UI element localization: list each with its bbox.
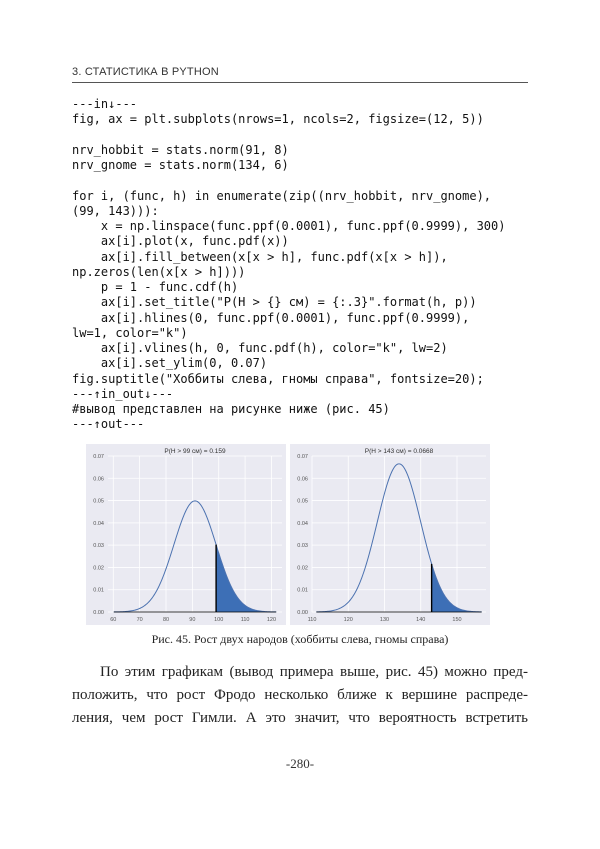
- x-tick-label: 110: [307, 617, 317, 623]
- x-tick-label: 70: [136, 617, 143, 623]
- y-tick-label: 0.06: [93, 476, 104, 483]
- plot-area: [312, 456, 486, 612]
- code-line: nrv_hobbit = stats.norm(91, 8): [72, 142, 289, 157]
- code-line: p = 1 - func.cdf(h): [72, 280, 239, 294]
- code-line: ---↑out---: [72, 417, 145, 432]
- figure-caption: Рис. 45. Рост двух народов (хоббиты слева, гномы справа): [151, 632, 449, 646]
- code-line: nrv_gnome = stats.norm(134, 6): [72, 158, 289, 172]
- x-tick-label: 150: [452, 617, 462, 623]
- code-line: fig.suptitle("Хоббиты слева, гномы справа", fontsize=20);: [72, 371, 484, 386]
- chart-title: P(H > 143 см) = 0.0668: [364, 448, 434, 455]
- chart-hobbits-svg: [86, 444, 286, 625]
- code-line: ax[i].plot(x, func.pdf(x)): [72, 234, 289, 249]
- y-tick-label: 0.03: [297, 543, 308, 550]
- y-tick-label: 0.07: [297, 454, 308, 460]
- y-tick-label: 0.06: [297, 476, 308, 483]
- code-line: (99, 143))):: [72, 203, 159, 218]
- code-line: ax[i].set_title("P(H > {} см) = {:.3}".format(h, p)): [72, 295, 477, 310]
- code-line: ax[i].hlines(0, func.ppf(0.0001), func.ppf(0.9999),: [72, 310, 470, 325]
- x-tick-label: 110: [240, 617, 250, 623]
- chart-hobbits: [86, 444, 286, 625]
- y-tick-label: 0.03: [93, 543, 104, 550]
- x-tick-label: 130: [379, 617, 390, 623]
- running-header: 3. СТАТИСТИКА В PYTHON: [72, 66, 219, 78]
- y-tick-label: 0.05: [297, 498, 308, 505]
- code-line: ---in↓---: [72, 97, 138, 111]
- y-tick-label: 0.00: [93, 610, 104, 616]
- paragraph-line: По этим графикам (вывод примера выше, рис. 45) можно пред-: [100, 664, 528, 680]
- plot-area: [108, 456, 282, 612]
- y-tick-label: 0.01: [93, 587, 104, 594]
- y-tick-label: 0.04: [93, 520, 104, 527]
- x-tick-label: 60: [110, 617, 117, 623]
- x-tick-label: 140: [416, 617, 426, 623]
- y-tick-label: 0.05: [93, 498, 104, 505]
- code-line: [72, 128, 532, 143]
- code-line: for i, (func, h) in enumerate(zip((nrv_hobbit, nrv_gnome),: [72, 188, 492, 203]
- code-line: np.zeros(len(x[x > h]))): [72, 264, 246, 279]
- chart-title: P(H > 99 см) = 0.159: [164, 448, 226, 455]
- code-line: [72, 173, 532, 188]
- y-tick-label: 0.04: [297, 520, 308, 527]
- y-tick-label: 0.00: [297, 610, 308, 616]
- x-tick-label: 100: [214, 617, 224, 623]
- code-line: #вывод представлен на рисунке ниже (рис. 45): [72, 402, 390, 416]
- x-tick-label: 90: [189, 617, 196, 623]
- code-block: [72, 97, 532, 433]
- x-tick-label: 80: [162, 617, 170, 623]
- paragraph-line: ления, чем рост Гимли. А это значит, что вероятность встретить: [72, 710, 528, 726]
- code-line: fig, ax = plt.subplots(nrows=1, ncols=2, figsize=(12, 5)): [72, 112, 484, 127]
- y-tick-label: 0.07: [93, 454, 104, 460]
- x-tick-label: 120: [266, 617, 277, 623]
- code-line: ax[i].vlines(h, 0, func.pdf(h), color="k", lw=2): [72, 341, 448, 355]
- header-rule: [72, 82, 528, 83]
- paragraph-line: положить, что рост Фродо несколько ближе к вершине распреде-: [72, 687, 528, 703]
- chart-gnomes: [290, 444, 490, 625]
- code-line: lw=1, color="k"): [72, 325, 188, 340]
- page-number: -280-: [285, 756, 315, 771]
- code-line: ax[i].set_ylim(0, 0.07): [72, 356, 268, 371]
- code-line: ---↑in_out↓---: [72, 386, 174, 401]
- y-tick-label: 0.01: [297, 587, 308, 594]
- chart-gnomes-svg: [290, 444, 490, 625]
- y-tick-label: 0.02: [297, 565, 308, 572]
- code-line: ax[i].fill_between(x[x > h], func.pdf(x[x > h]),: [72, 249, 448, 264]
- body-paragraph: [72, 661, 528, 730]
- y-tick-label: 0.02: [93, 565, 104, 572]
- code-line: x = np.linspace(func.ppf(0.0001), func.ppf(0.9999), 300): [72, 219, 506, 233]
- x-tick-label: 120: [343, 617, 353, 623]
